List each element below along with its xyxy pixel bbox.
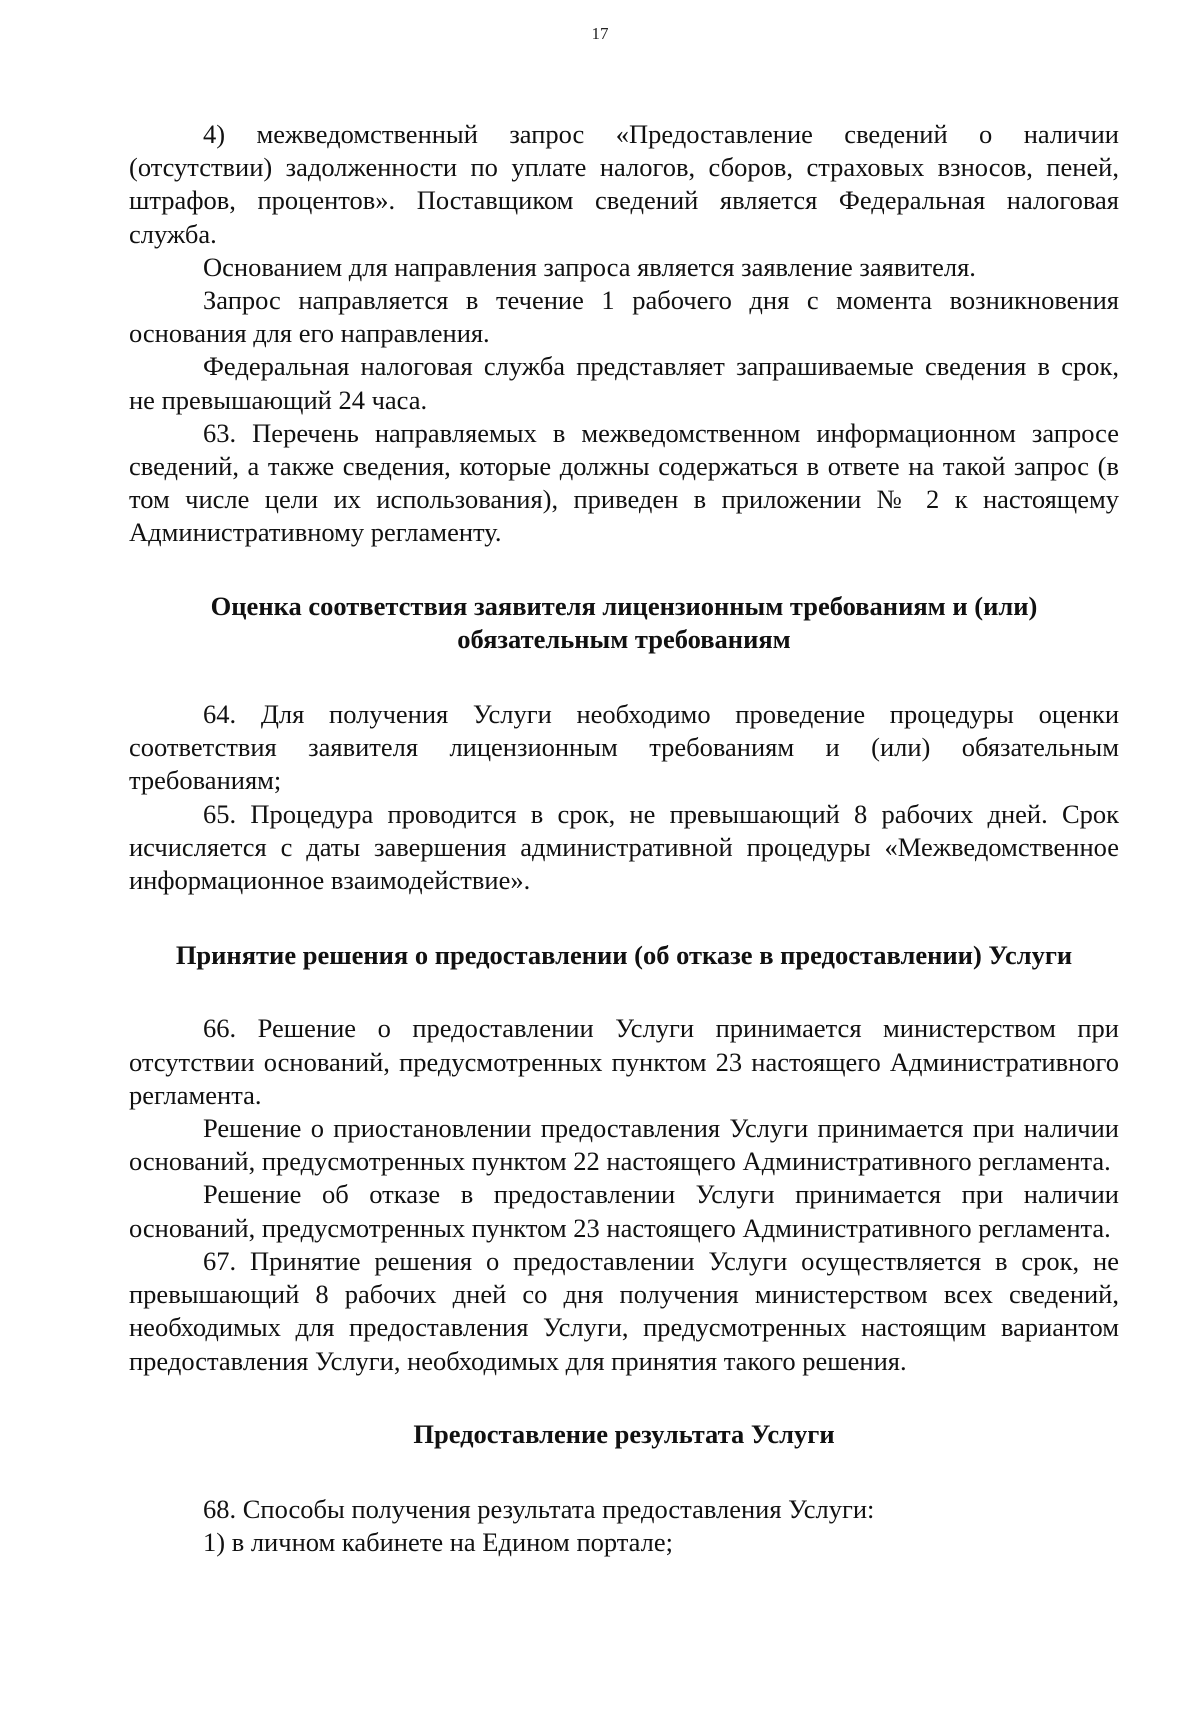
paragraph-64: 64. Для получения Услуги необходимо проведение процедуры оценки соответствия заявителя лицензионным требованиям и (или) обязательным требованиям; bbox=[129, 699, 1119, 796]
paragraph-refusal-decision: Решение об отказе в предоставлении Услуги принимается при наличии оснований, предусмотренных пунктом 23 настоящего Административного регламента. bbox=[129, 1179, 1119, 1243]
paragraph-suspension-decision: Решение о приостановлении предоставления Услуги принимается при наличии оснований, предусмотренных пунктом 22 настоящего Административного регламента. bbox=[129, 1113, 1119, 1177]
document-body bbox=[129, 118, 1119, 1559]
section-heading-assessment: Оценка соответствия заявителя лицензионным требованиям и (или) обязательным требованиям bbox=[210, 590, 1038, 654]
paragraph-interagency-request-4: 4) межведомственный запрос «Предоставление сведений о наличии (отсутствии) задолженности по уплате налогов, сборов, страховых взносов, пеней, штрафов, процентов». Поставщиком сведений является Федеральная налоговая служба. bbox=[129, 119, 1119, 249]
paragraph-68: 68. Способы получения результата предоставления Услуги: bbox=[203, 1493, 875, 1524]
paragraph-65: 65. Процедура проводится в срок, не превышающий 8 рабочих дней. Срок исчисляется с даты завершения административной процедуры «Межведомственное информационное взаимодействие». bbox=[129, 798, 1119, 896]
section-heading-result: Предоставление результата Услуги bbox=[413, 1418, 835, 1449]
page-number: 17 bbox=[591, 24, 609, 43]
paragraph-tax-service-response: Федеральная налоговая служба представляет запрашиваемые сведения в срок, не превышающий 24 часа. bbox=[129, 351, 1119, 415]
section-heading-decision: Принятие решения о предоставлении (об отказе в предоставлении) Услуги bbox=[175, 940, 1073, 971]
paragraph-66: 66. Решение о предоставлении Услуги принимается министерством при отсутствии оснований, предусмотренных пунктом 23 настоящего Административного регламента. bbox=[129, 1013, 1119, 1110]
paragraph-request-basis: Основанием для направления запроса является заявление заявителя. bbox=[203, 251, 976, 282]
paragraph-result-method-1: 1) в личном кабинете на Едином портале; bbox=[203, 1527, 674, 1558]
paragraph-request-timing: Запрос направляется в течение 1 рабочего дня с момента возникновения основания для его направления. bbox=[129, 285, 1119, 349]
paragraph-63: 63. Перечень направляемых в межведомственном информационном запросе сведений, а также сведения, которые должны содержаться в ответе на такой запрос (в том числе цели их использования), приведен в приложении № 2 к настоящему Административному регламенту. bbox=[129, 417, 1119, 548]
paragraph-67: 67. Принятие решения о предоставлении Услуги осуществляется в срок, не превышающий 8 рабочих дней со дня получения министерством всех сведений, необходимых для предоставления Услуги, предусмотренных настоящим вариантом предоставления Услуги, необходимых для принятия такого решения. bbox=[129, 1245, 1119, 1376]
